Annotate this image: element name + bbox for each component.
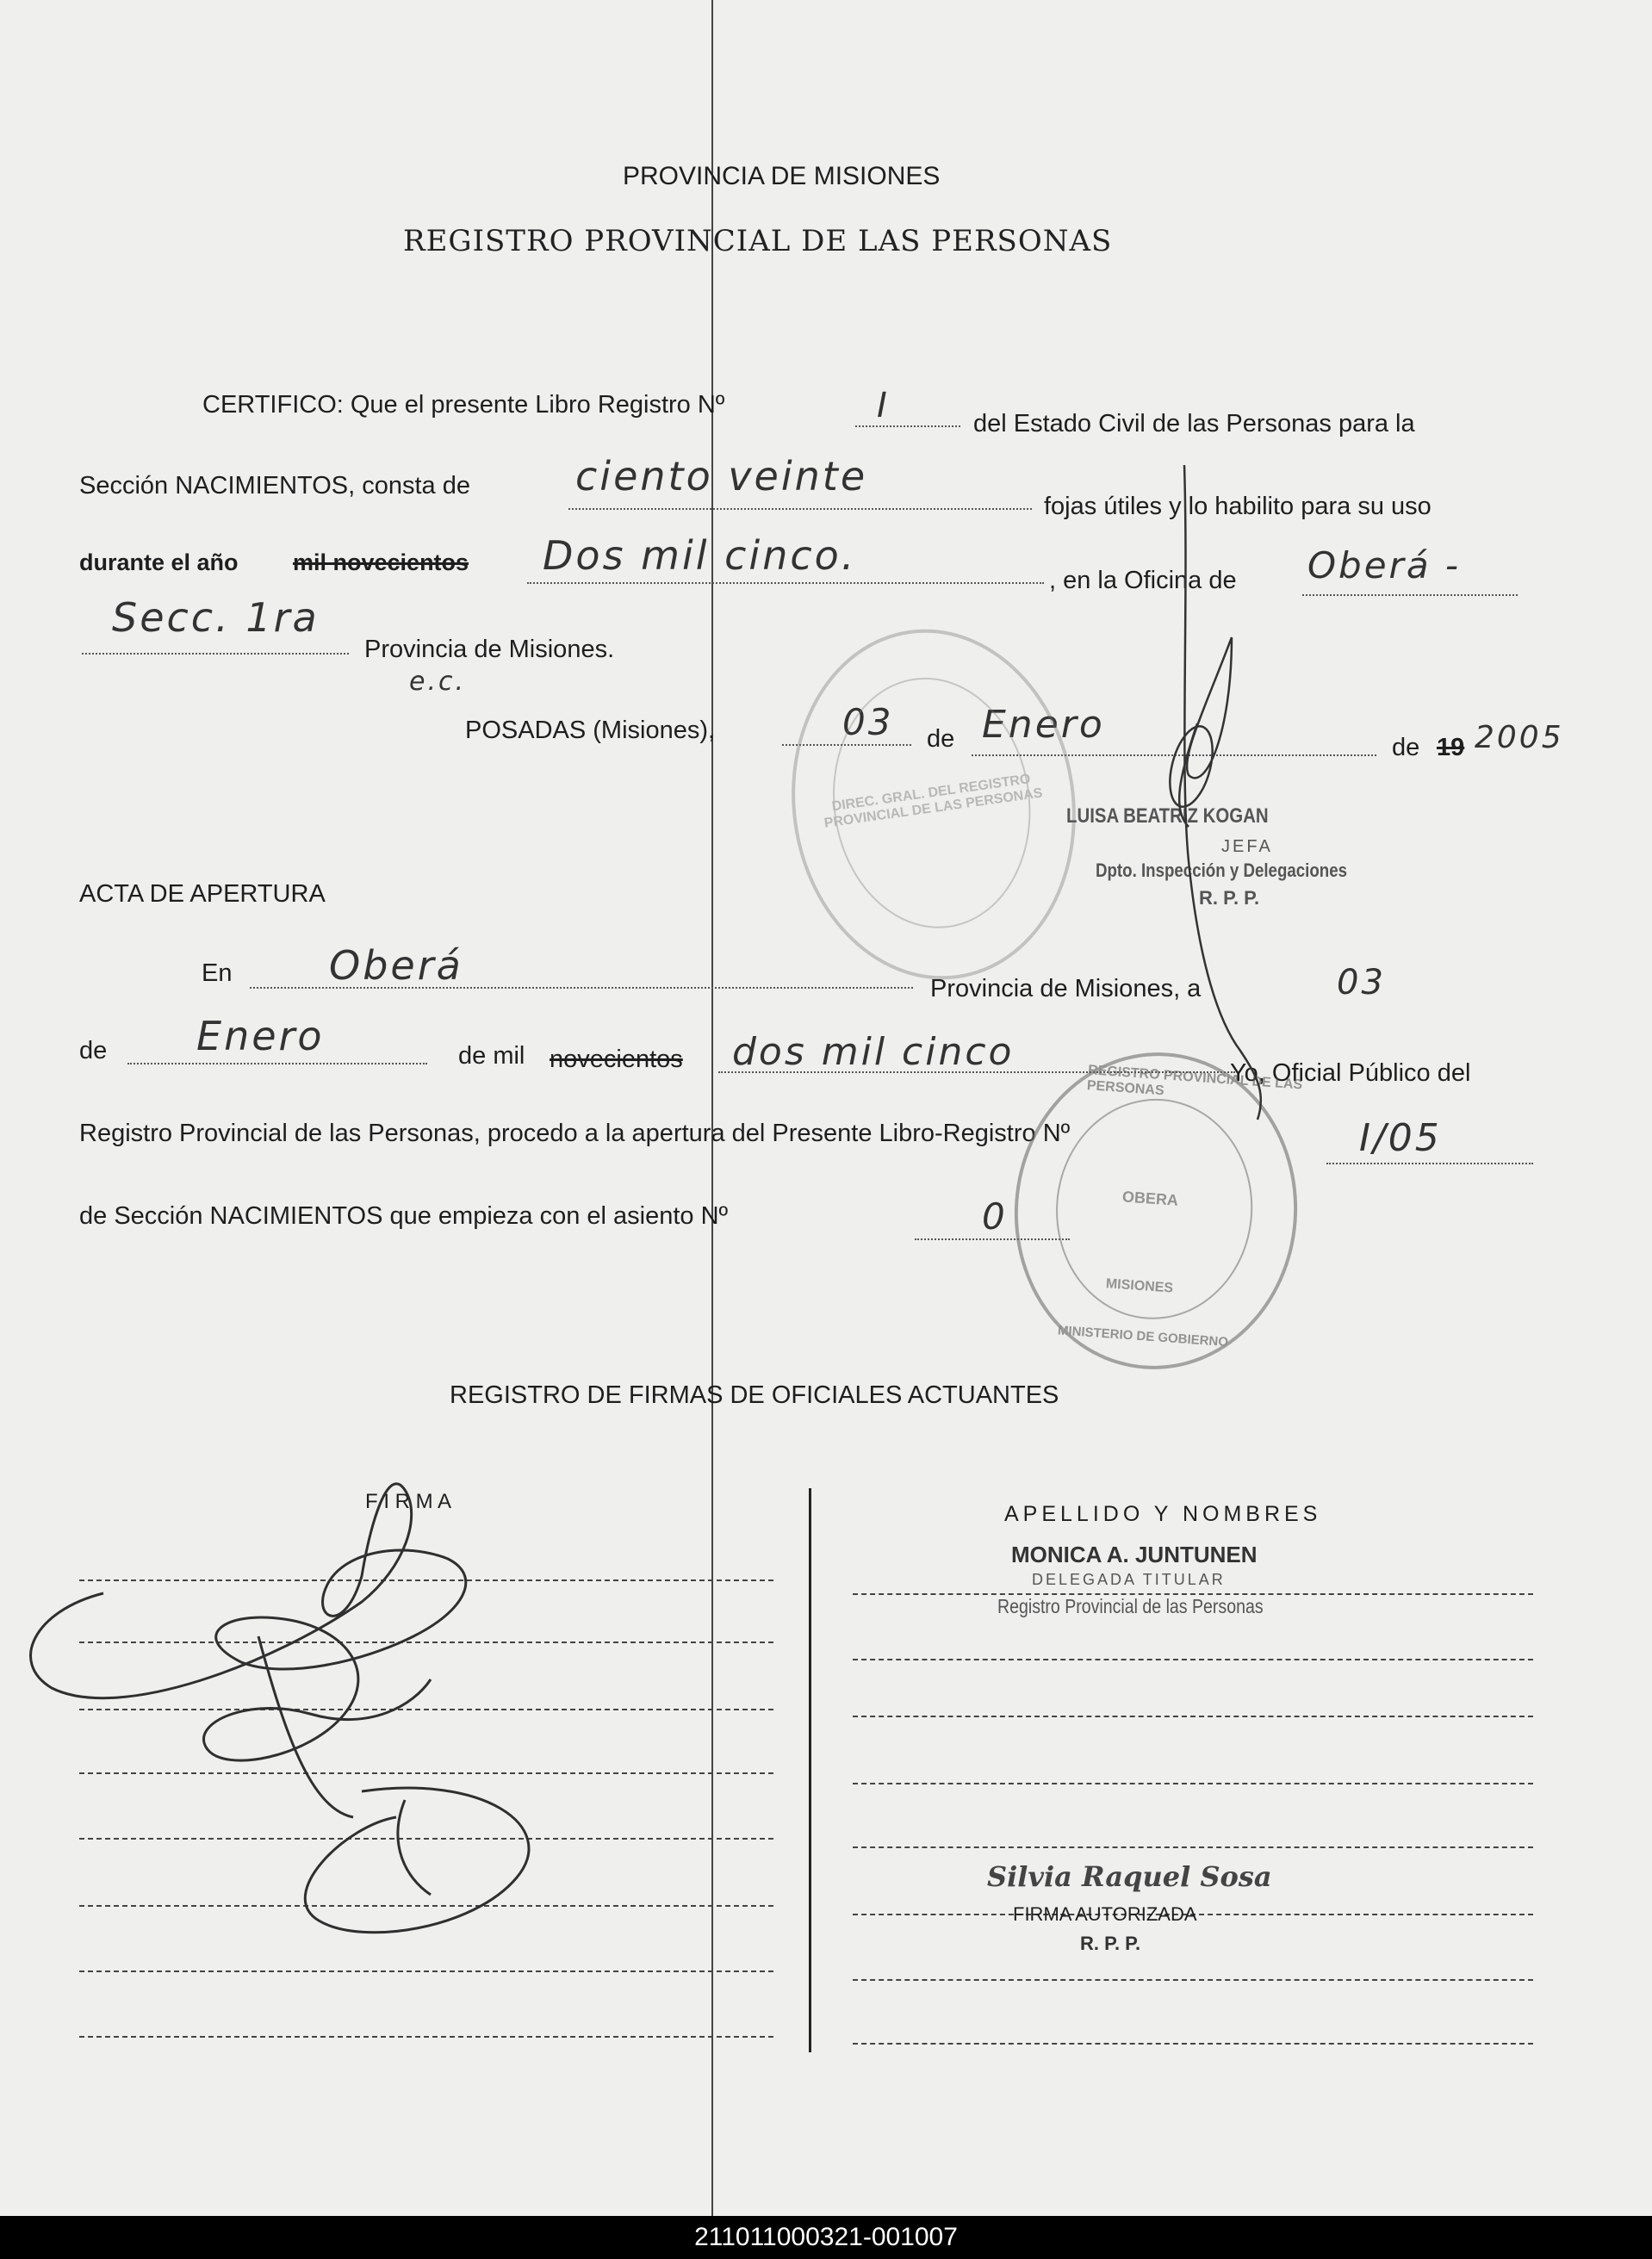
office-hand: Oberá - (1307, 544, 1462, 586)
names-header: APELLIDO Y NOMBRES (1004, 1502, 1322, 1526)
registry-heading: REGISTRO PROVINCIAL DE LAS PERSONAS (403, 224, 1113, 258)
firma-header: F I R M A (365, 1490, 452, 1513)
official-title: JEFA (1221, 837, 1273, 856)
de-text-1: de (927, 725, 955, 753)
official-name: LUISA BEATRIZ KOGAN (1066, 804, 1269, 828)
signatures-title: REGISTRO DE FIRMAS DE OFICIALES ACTUANTES (450, 1381, 1059, 1409)
place-date: POSADAS (Misiones), (465, 717, 716, 744)
civil-state-text: del Estado Civil de las Personas para la (973, 410, 1415, 438)
round-stamp-upper: DIREC. GRAL. DEL REGISTRO PROVINCIAL DE LAS PERSONAS (769, 611, 1098, 998)
month-hand: Enero (982, 703, 1105, 747)
year-prefix: 19 (1437, 734, 1465, 761)
acta-title: ACTA DE APERTURA (79, 880, 326, 908)
acta-province: Provincia de Misiones, a (930, 975, 1202, 1002)
day-hand: 03 (842, 701, 894, 743)
initials: e.c. (409, 667, 467, 697)
year-hand-2: 2005 (1475, 720, 1564, 755)
book-no-hand: I (877, 386, 890, 425)
de-text-2: de (1392, 734, 1420, 761)
acta-en: En (202, 959, 233, 987)
section-text: Sección NACIMIENTOS, consta de (79, 472, 470, 500)
delegate-name: MONICA A. JUNTUNEN (1011, 1542, 1258, 1567)
official-dept: Dpto. Inspección y Delegaciones (1096, 860, 1348, 881)
acta-asiento-hand: 0 (982, 1195, 1008, 1238)
pages-hand: ciento veinte (575, 453, 868, 500)
round-stamp-lower: REGISTRO PROVINCIAL DE LAS PERSONAS OBERA MISIONES MINISTERIO DE GOBIERNO (1004, 1043, 1308, 1379)
year-lead: durante el año (79, 549, 239, 575)
acta-de: de (79, 1037, 108, 1064)
office-text: , en la Oficina de (1049, 567, 1237, 594)
acta-day-hand: 03 (1337, 963, 1386, 1002)
acta-month-hand: Enero (196, 1013, 325, 1059)
year-hand: Dos mil cinco. (543, 532, 857, 579)
office-hand-2: Secc. 1ra (112, 594, 320, 641)
acta-year-hand: dos mil cinco (732, 1030, 1015, 1074)
acta-place-hand: Oberá (329, 942, 463, 989)
province-heading: PROVINCIA DE MISIONES (623, 162, 941, 190)
acta-book-hand: I/05 (1359, 1116, 1442, 1160)
delegate-org: Registro Provincial de las Personas (997, 1595, 1264, 1617)
official-org: R. P. P. (1199, 887, 1260, 909)
year-struck: mil novecientos (293, 549, 469, 575)
delegate-title: DELEGADA TITULAR (1032, 1571, 1226, 1588)
acta-line4: de Sección NACIMIENTOS que empieza con el asiento Nº (79, 1202, 729, 1230)
certifico-text: CERTIFICO: Que el presente Libro Registro Nº (202, 391, 725, 419)
province-tail: Provincia de Misiones. (364, 636, 615, 663)
authorized-label: FIRMA AUTORIZADA (1013, 1903, 1197, 1925)
acta-de-mil: de mil (458, 1042, 525, 1070)
document-id-footer: 211011000321-001007 (0, 2216, 1652, 2259)
authorized-org: R. P. P. (1080, 1933, 1141, 1954)
authorized-name: Silvia Raquel Sosa (987, 1860, 1272, 1893)
acta-line3: Registro Provincial de las Personas, procedo a la apertura del Presente Libro-Registro Nº (79, 1120, 1071, 1147)
fojas-text: fojas útiles y lo habilito para su uso (1044, 493, 1432, 520)
acta-struck: novecientos (550, 1046, 683, 1073)
acta-oficial: Yo, Oficial Público del (1230, 1059, 1471, 1087)
